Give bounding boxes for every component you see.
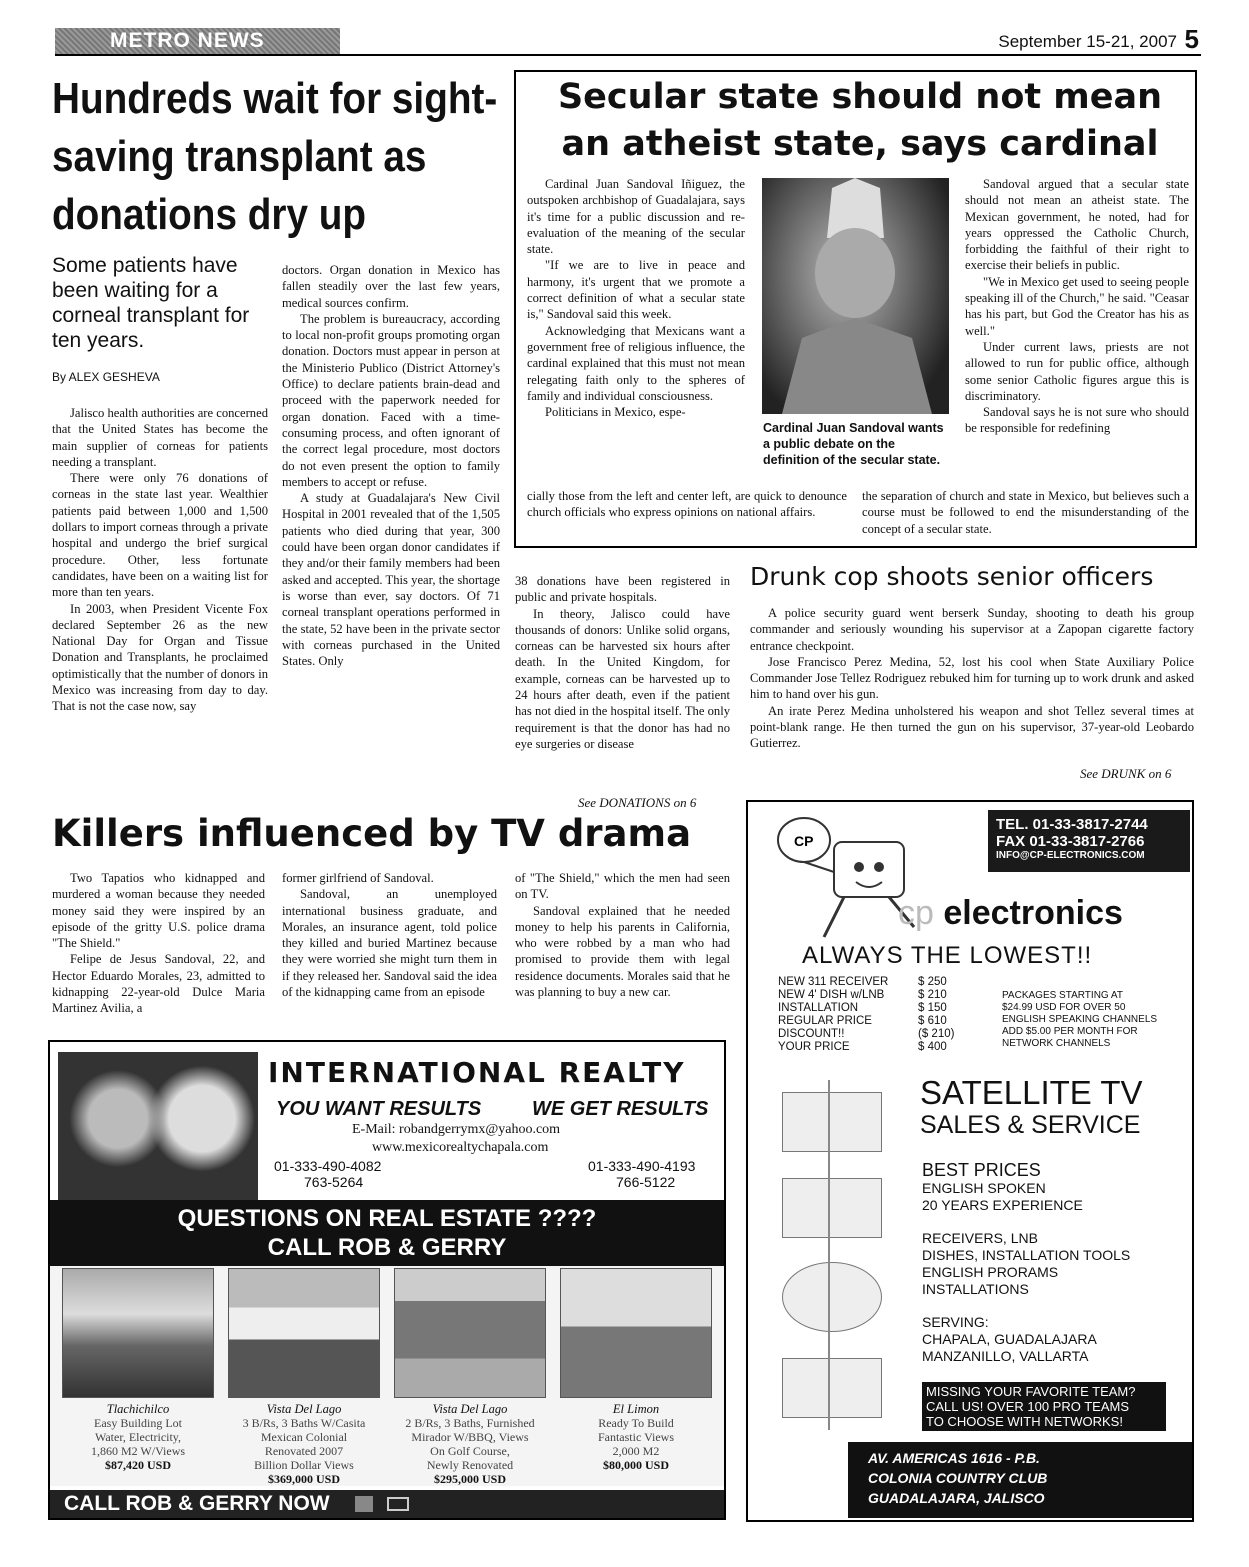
questions-line-1: QUESTIONS ON REAL ESTATE ???? — [177, 1205, 597, 1232]
donations-column-3 — [515, 573, 730, 795]
cardinal-photo — [762, 178, 949, 414]
drunk-headline: Drunk cop shoots senior officers — [750, 562, 1154, 591]
electronics-fax: FAX 01-33-3817-2766 — [996, 833, 1145, 850]
agents-photo — [58, 1052, 258, 1200]
listing-price: $87,420 USD — [104, 1458, 171, 1472]
price-list — [778, 976, 958, 1054]
svg-text:CP: CP — [794, 833, 814, 849]
donations-column-1 — [52, 405, 268, 807]
price-item: INSTALLATION — [778, 1002, 859, 1014]
sat-line-2: SALES & SERVICE — [920, 1111, 1141, 1139]
satellite-dish-icon — [782, 1262, 882, 1332]
paragraph: Felipe de Jesus Sandoval, 22, and Hector Eduardo Morales, 23, admitted to kidnapping 22-year-old Dulce Maria Martinez Avilia, a — [52, 952, 265, 1016]
realty-email[interactable]: E-Mail: robandgerrymx@yahoo.com — [352, 1122, 561, 1137]
listing-detail: Ready To Build — [598, 1416, 674, 1430]
cardinal-column-3 — [965, 176, 1189, 486]
killers-headline: Killers influenced by TV drama — [52, 812, 692, 855]
realty-slogan-left: YOU WANT RESULTS — [276, 1098, 482, 1120]
packages-line: ADD $5.00 PER MONTH FOR — [1002, 1026, 1138, 1037]
paragraph: the separation of church and state in Mexico, but believes such a course must be followed to end the misunderstanding of the concept of a secular state. — [862, 489, 1189, 536]
listing-detail: 2 B/Rs, 3 Baths, Furnished — [405, 1416, 535, 1430]
packages-line: $24.99 USD FOR OVER 50 — [1002, 1002, 1126, 1013]
drunk-jump-link[interactable]: See DRUNK on 6 — [1080, 766, 1172, 781]
questions-banner — [50, 1200, 724, 1266]
realty-phone-left: 01-333-490-4082 — [274, 1158, 382, 1174]
paragraph: "If we are to live in peace and harmony, it's urgent that we promote a correct definition of what a secular state is," Sandoval said this week. — [527, 258, 745, 322]
paragraph: 38 donations have been registered in public and private hospitals. — [515, 574, 730, 605]
cardinal-column-1 — [527, 176, 745, 486]
serving-item: MANZANILLO, VALLARTA — [922, 1348, 1089, 1364]
issue-date: September 15-21, 2007 — [998, 32, 1177, 51]
price-value: $ 400 — [918, 1041, 947, 1053]
logo-word: electronics — [943, 894, 1123, 932]
logo-prefix: cp — [898, 894, 934, 932]
price-item: DISCOUNT!! — [778, 1028, 845, 1040]
donations-dek: Some patients have been waiting for a corneal transplant for ten years. — [52, 254, 250, 352]
call-now-bar[interactable] — [50, 1490, 724, 1518]
address-line: AV. AMERICAS 1616 - P.B. — [868, 1450, 1040, 1466]
paragraph: Two Tapatios who kidnapped and murdered a woman because they needed money said they were inspired by an episode of the gritty U.S. police drama "The Shield." — [52, 871, 265, 951]
paragraph: Sandoval says he is not sure who should be responsible for redefining — [965, 405, 1189, 436]
cardinal-caption: Cardinal Juan Sandoval wants a public debate on the definition of the secular state. — [763, 421, 944, 467]
paragraph: doctors. Organ donation in Mexico has fallen steadily over the last few years, medical sources confirm. — [282, 263, 500, 310]
listing-photo-2[interactable] — [228, 1268, 380, 1398]
listing-title: El Limon — [612, 1402, 660, 1416]
listing-detail: Water, Electricity, — [94, 1430, 182, 1444]
listing-detail: 1,860 M2 W/Views — [90, 1444, 186, 1458]
price-item: NEW 311 RECEIVER — [778, 976, 889, 988]
missing-line: TO CHOOSE WITH NETWORKS! — [926, 1414, 1123, 1429]
address-line: GUADALAJARA, JALISCO — [868, 1490, 1045, 1506]
listing-1[interactable] — [56, 1402, 220, 1472]
paragraph: In theory, Jalisco could have thousands of donors: Unlike solid organs, corneas can be harvested six hours after death. In the United Kingdom, for example, corneas can be harvested up to 24 hours after death, even if the patient has not died in the hospital itself. The only requirement is that the donor has had no eye surgeries or disease — [515, 606, 730, 751]
listing-photo-4[interactable] — [560, 1268, 712, 1398]
realty-slogan-right: WE GET RESULTS — [532, 1098, 709, 1120]
questions-line-2: CALL ROB & GERRY — [267, 1234, 507, 1261]
equal-housing-icon — [355, 1496, 373, 1512]
cardinal-bottom-right — [862, 488, 1189, 540]
section-banner — [55, 28, 340, 54]
packages-note — [1002, 990, 1192, 1050]
contact-box — [988, 810, 1190, 872]
listing-detail: Mexican Colonial — [260, 1430, 348, 1444]
realty-phone-right: 01-333-490-4193 — [588, 1158, 696, 1174]
connector-line — [828, 1080, 830, 1430]
serving-item: SERVING: — [922, 1314, 989, 1330]
missing-line: CALL US! OVER 100 PRO TEAMS — [926, 1399, 1130, 1414]
listing-detail: 3 B/Rs, 3 Baths W/Casita — [242, 1416, 366, 1430]
price-value: $ 150 — [918, 1002, 947, 1014]
listing-photo-1[interactable] — [62, 1268, 214, 1398]
satellite-tv-heading — [920, 1076, 1143, 1142]
paragraph: cially those from the left and center left, are quick to denounce church officials who express opinions on national affairs. — [527, 489, 847, 520]
paragraph: In 2003, when President Vicente Fox declared September 26 as the new National Day for Organ and Tissue Donation and Transplants, he proclaimed optimistically that the number of donors in Mexico was increasing from day to day. That is not the case now, say — [52, 601, 268, 714]
product-item: INSTALLATIONS — [922, 1281, 1029, 1297]
price-item: REGULAR PRICE — [778, 1015, 872, 1027]
paragraph: Sandoval argued that a secular state should not mean an atheist state. The Mexican government, he noted, had for years oppressed the Catholic Church, forbidding the faithful of their right to exercise their beliefs in public. — [965, 177, 1189, 273]
cardinal-portrait-icon — [762, 178, 949, 414]
listing-detail: Easy Building Lot — [94, 1416, 182, 1430]
remote-control-icon — [782, 1092, 882, 1152]
cardinal-headline: Secular state should not mean an atheist state, says cardinal — [557, 77, 1163, 164]
price-value: $ 610 — [918, 1015, 947, 1027]
realty-name: INTERNATIONAL REALTY — [268, 1056, 686, 1089]
address-line: COLONIA COUNTRY CLUB — [868, 1470, 1048, 1486]
product-item: DISHES, INSTALLATION TOOLS — [922, 1247, 1131, 1263]
realty-phone-left-2: 763-5264 — [304, 1174, 364, 1190]
page-number: 5 — [1184, 24, 1199, 54]
serving-item: CHAPALA, GUADALAJARA — [922, 1331, 1097, 1347]
header-rule — [55, 54, 1201, 56]
price-item: YOUR PRICE — [778, 1041, 850, 1053]
listing-4[interactable] — [554, 1402, 718, 1472]
product-item: ENGLISH PRORAMS — [922, 1264, 1059, 1280]
drunk-body — [750, 605, 1194, 765]
section-title: METRO NEWS — [110, 29, 265, 52]
paragraph: A police security guard went berserk Sunday, shooting to death his group commander and seriously wounding his supervisor at a Zapopan cigarette factory entrance checkpoint. — [750, 606, 1194, 653]
listing-detail: Mirador W/BBQ, Views — [411, 1430, 529, 1444]
serving-list — [922, 1314, 1097, 1365]
realty-website[interactable]: www.mexicorealtychapala.com — [372, 1140, 549, 1155]
call-now-text: CALL ROB & GERRY NOW — [64, 1492, 330, 1515]
paragraph: Sandoval explained that he needed money to help his parents in California, who were robbed by a man who had promised to provide them with legal residence documents. Morales said that he was planning to buy a new car. — [515, 903, 730, 1000]
best-item: 20 YEARS EXPERIENCE — [922, 1197, 1083, 1213]
service-van-icon — [782, 1178, 882, 1238]
paragraph: Jalisco health authorities are concerned that the United States has become the main supplier of corneas for patients needing a transplant. — [52, 406, 268, 469]
listing-title: Vista Del Lago — [266, 1402, 342, 1416]
listing-price: $295,000 USD — [433, 1472, 506, 1486]
listing-title: Vista Del Lago — [432, 1402, 508, 1416]
electronics-logo — [898, 894, 1123, 933]
donations-jump-link[interactable]: See DONATIONS on 6 — [578, 795, 697, 810]
paragraph: former girlfriend of Sandoval. — [282, 871, 434, 885]
international-realty-ad[interactable] — [48, 1040, 726, 1520]
missing-line: MISSING YOUR FAVORITE TEAM? — [926, 1384, 1136, 1399]
best-prices-list — [922, 1160, 1083, 1214]
listing-price: $80,000 USD — [602, 1458, 669, 1472]
killers-column-3 — [515, 870, 730, 1035]
best-item: ENGLISH SPOKEN — [922, 1180, 1046, 1196]
donations-headline: Hundreds wait for sight-saving transplant as donations dry up — [52, 74, 498, 239]
price-item: NEW 4' DISH w/LNB — [778, 989, 885, 1001]
product-item: RECEIVERS, LNB — [922, 1230, 1038, 1246]
donations-byline: By ALEX GESHEVA — [52, 370, 160, 384]
paragraph: The problem is bureaucracy, according to local non-profit groups promoting organ donation. Doctors must appear in person at the Ministerio Publico (District Attorney's Office) to declare patients brain-dead and proceed with the paperwork needed for organ donation. Faced with a time-consuming process, and often ignorant of the correct legal procedure, most doctors do not even present the option to family members to accept or refuse. — [282, 311, 500, 489]
listing-3[interactable] — [388, 1402, 552, 1486]
cp-electronics-ad[interactable] — [746, 800, 1194, 1522]
paragraph: "We in Mexico get used to seeing people speaking ill of the Church," he said. "Ceasar has his part, but God the Creator has his as well." — [965, 274, 1189, 338]
listing-price: $369,000 USD — [267, 1472, 340, 1486]
best-item: BEST PRICES — [922, 1160, 1041, 1180]
packages-line: PACKAGES STARTING AT — [1002, 990, 1123, 1001]
donations-column-2 — [282, 262, 500, 807]
price-value: $ 210 — [918, 989, 947, 1001]
listing-title: Tlachichilco — [106, 1402, 170, 1416]
paragraph: Jose Francisco Perez Medina, 52, lost his cool when State Auxiliary Police Commander Jose Tellez Rodriguez rebuked him for turning up to work drunk and asked him to hand over his gun. — [750, 654, 1194, 702]
electronics-email[interactable]: INFO@CP-ELECTRONICS.COM — [996, 850, 1145, 861]
packages-line: NETWORK CHANNELS — [1002, 1038, 1111, 1049]
listing-detail: On Golf Course, — [430, 1444, 510, 1458]
paragraph: A study at Guadalajara's New Civil Hospital in 2001 revealed that of the 1,505 patients who died during that year, 300 could have been organ donor candidates if they and/or their family members had been asked and accepted. This year, the shortage is worse than ever, say doctors. Of 71 corneal transplant operations performed in the state, 52 have been in the private sector with corneas purchased in the United States. Only — [282, 491, 500, 669]
electronics-phone: TEL. 01-33-3817-2744 — [996, 816, 1148, 833]
missing-team-banner — [922, 1382, 1166, 1431]
realtor-logo-icon — [387, 1497, 409, 1511]
paragraph: Politicians in Mexico, espe- — [545, 405, 686, 420]
sat-line-1: SATELLITE TV — [920, 1074, 1143, 1111]
listing-detail: Billion Dollar Views — [254, 1458, 354, 1472]
price-value: ($ 210) — [918, 1028, 955, 1040]
paragraph: An irate Perez Medina unholstered his weapon and shot Tellez several times at point-blank range. He then turned the gun on his supervisor, 37-year-old Leobardo Gutierrez. — [750, 703, 1194, 751]
paragraph: Acknowledging that Mexicans want a government free of religious influence, the cardinal explained that this must not mean relegating faith only to the spheres of family and individual consciousness. — [527, 323, 745, 403]
paragraph: There were only 76 donations of corneas in the state last year. Wealthier patients paid between 1,000 and 1,500 dollars to import corneas through a private hospital and undergo the brief surgical procedure. Other, less fortunate candidates, have been on a waiting list for more than ten years. — [52, 471, 268, 600]
install-tools-icon — [782, 1358, 882, 1418]
realty-phone-right-2: 766-5122 — [616, 1174, 676, 1190]
listing-photo-3[interactable] — [394, 1268, 546, 1398]
killers-column-1 — [52, 870, 265, 1035]
listing-2[interactable] — [222, 1402, 386, 1486]
listing-detail: Newly Renovated — [426, 1458, 514, 1472]
listing-detail: 2,000 M2 — [612, 1444, 660, 1458]
packages-line: ENGLISH SPEAKING CHANNELS — [1002, 1014, 1158, 1025]
killers-column-2 — [282, 870, 497, 1035]
paragraph: of "The Shield," which the men had seen on TV. — [515, 871, 730, 902]
paragraph: Under current laws, priests are not allowed to run for public office, although some senior Catholic figures argue this is discriminatory. — [965, 339, 1189, 403]
electronics-tagline: ALWAYS THE LOWEST!! — [802, 942, 1093, 969]
price-value: $ 250 — [918, 976, 947, 988]
products-list — [922, 1230, 1130, 1298]
listing-detail: Renovated 2007 — [264, 1444, 344, 1458]
cardinal-bottom-left — [527, 488, 847, 540]
listing-detail: Fantastic Views — [597, 1430, 675, 1444]
paragraph: Cardinal Juan Sandoval Iñiguez, the outspoken archbishop of Guadalajara, says it's time for a public discussion and re-evaluation of the meaning of the secular state. — [527, 177, 745, 257]
address-box — [848, 1442, 1192, 1518]
paragraph: Sandoval, an unemployed international business graduate, and Morales, an insurance agent, told police they killed and buried Martinez because they were worried she might turn them in if they released her. Sandoval said the idea of the kidnapping came from an episode — [282, 887, 497, 1000]
